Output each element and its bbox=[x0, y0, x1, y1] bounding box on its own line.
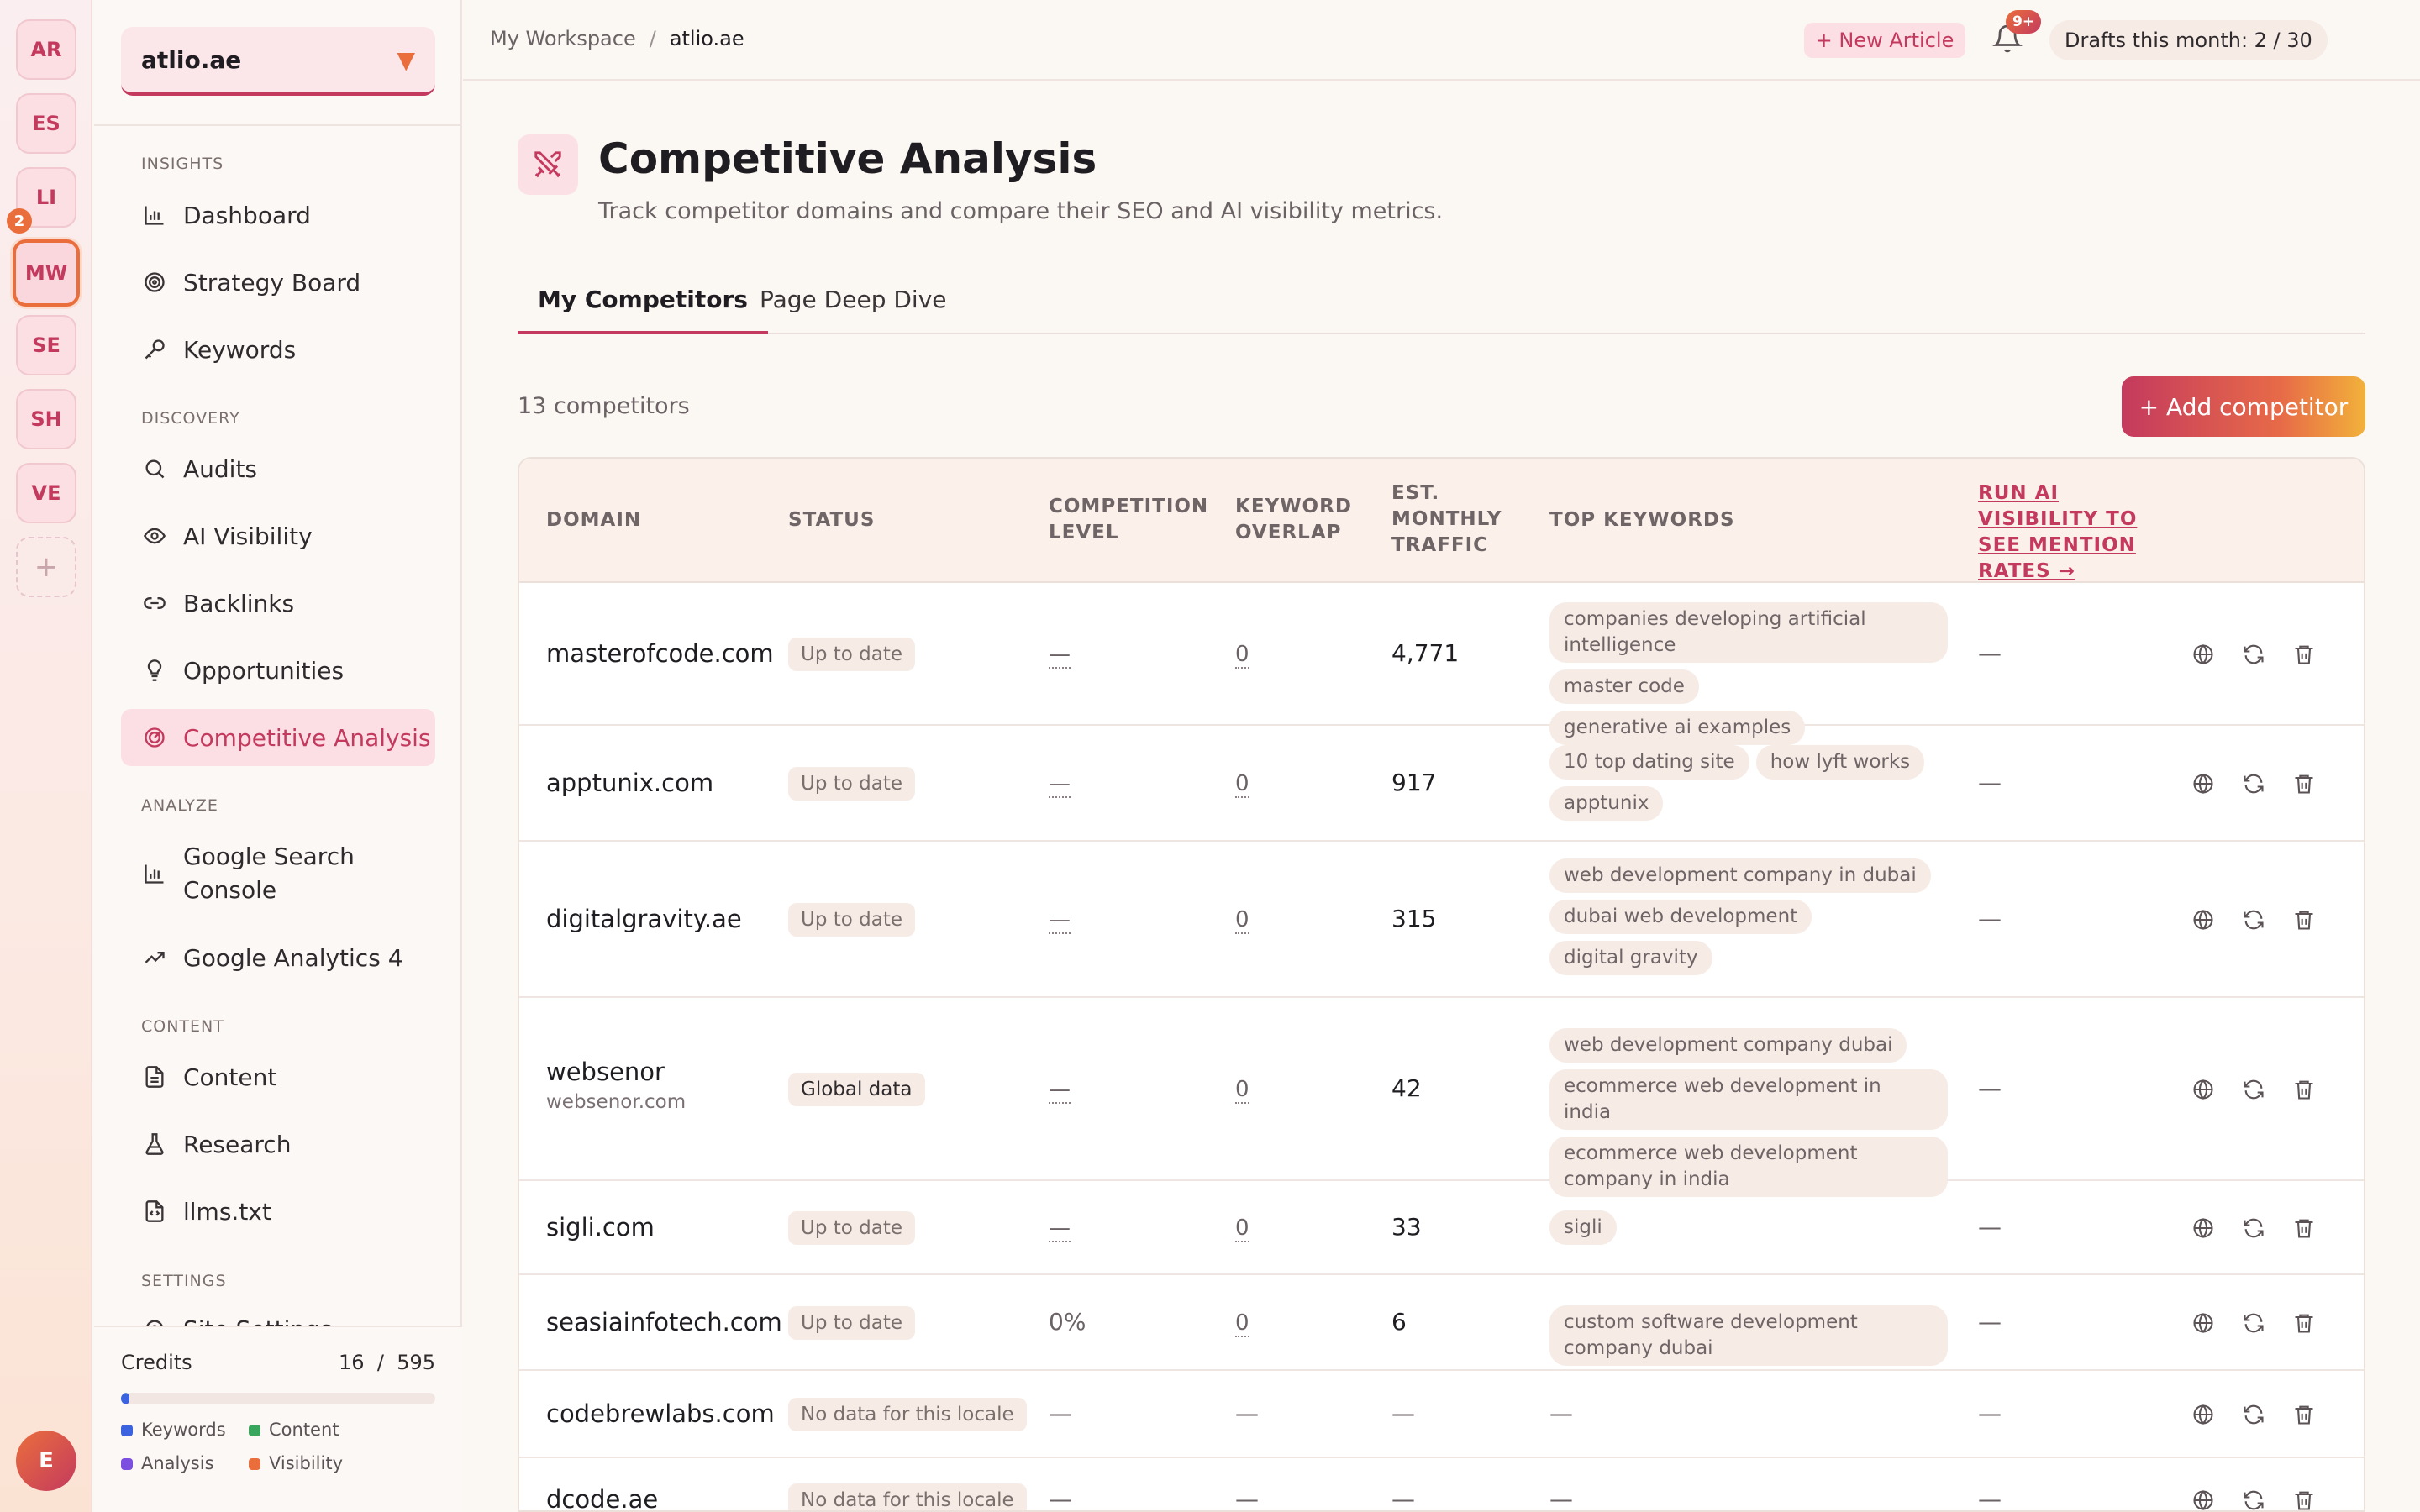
competition-level-cell: — bbox=[1049, 1215, 1071, 1241]
ai-mention-rate-cell: — bbox=[1978, 1485, 2002, 1512]
tab-page-deep-dive[interactable]: Page Deep Dive bbox=[760, 286, 947, 313]
keyword-chip: ecommerce web development company in india bbox=[1549, 1137, 1948, 1197]
sidebar-item-strategy-board[interactable] bbox=[121, 254, 435, 311]
ai-mention-rate-cell: — bbox=[1978, 1308, 2002, 1336]
keyword-overlap-cell: — bbox=[1235, 1399, 1259, 1427]
ai-mention-rate-cell: — bbox=[1978, 1074, 2002, 1102]
status-badge: No data for this locale bbox=[788, 1483, 1027, 1512]
sidebar-item-label: Dashboard bbox=[183, 201, 311, 229]
flask-icon bbox=[141, 1131, 168, 1158]
competition-level-cell: — bbox=[1049, 771, 1071, 796]
nav-section-settings: SETTINGS bbox=[141, 1272, 227, 1290]
traffic-cell: — bbox=[1392, 1399, 1415, 1427]
table-row[interactable] bbox=[519, 1181, 2365, 1275]
domain-cell[interactable]: codebrewlabs.com bbox=[546, 1399, 775, 1428]
trash-icon[interactable] bbox=[2292, 1488, 2316, 1512]
trash-icon[interactable] bbox=[2292, 772, 2316, 795]
trash-icon[interactable] bbox=[2292, 1216, 2316, 1240]
globe-icon[interactable] bbox=[2191, 1311, 2215, 1335]
keyword-overlap-cell[interactable]: 0 bbox=[1235, 771, 1249, 796]
keyword-chip: custom software development company dubai bbox=[1549, 1305, 1948, 1366]
sidebar-item-research[interactable] bbox=[121, 1116, 435, 1173]
refresh-icon[interactable] bbox=[2242, 1078, 2265, 1101]
sidebar-item-google-analytics-4[interactable] bbox=[121, 929, 435, 986]
competitors-table bbox=[518, 457, 2365, 1512]
workspace-notification-badge: 2 bbox=[7, 208, 32, 234]
domain-cell[interactable]: apptunix.com bbox=[546, 769, 714, 797]
table-row[interactable] bbox=[519, 1275, 2365, 1371]
refresh-icon[interactable] bbox=[2242, 908, 2265, 932]
credits-panel bbox=[94, 1326, 462, 1512]
bar-chart-icon bbox=[141, 202, 168, 228]
sidebar-item-opportunities[interactable] bbox=[121, 642, 435, 699]
nav-section-content: CONTENT bbox=[141, 1017, 224, 1036]
refresh-icon[interactable] bbox=[2242, 1403, 2265, 1426]
top-keywords-cell bbox=[1549, 858, 1948, 975]
crossed-swords-icon bbox=[518, 134, 578, 195]
competition-level-cell: — bbox=[1049, 1077, 1071, 1102]
keyword-overlap-cell: — bbox=[1235, 1485, 1259, 1512]
notification-badge: 9+ bbox=[2006, 10, 2041, 34]
top-keywords-cell bbox=[1549, 1305, 1948, 1366]
eye-icon bbox=[141, 522, 168, 549]
workspace-li[interactable]: LI bbox=[16, 167, 76, 228]
run-ai-visibility-link[interactable]: RUN AI VISIBILITY TO SEE MENTION RATES → bbox=[1978, 482, 2138, 582]
workspace-se[interactable]: SE bbox=[16, 315, 76, 375]
sidebar-item-label: Strategy Board bbox=[183, 268, 361, 297]
header-domain[interactable]: DOMAIN bbox=[546, 509, 642, 531]
competitor-count: 13 competitors bbox=[518, 393, 690, 419]
top-keywords-cell bbox=[1549, 602, 1948, 745]
site-selector-value: atlio.ae bbox=[141, 45, 242, 74]
sidebar-item-content[interactable] bbox=[121, 1048, 435, 1105]
row-actions bbox=[2191, 1216, 2316, 1240]
workspace-ar[interactable]: AR bbox=[16, 19, 76, 80]
legend-content: Content bbox=[249, 1420, 383, 1440]
top-keywords-cell: — bbox=[1549, 1399, 1573, 1427]
table-row[interactable] bbox=[519, 842, 2365, 998]
status-badge: Up to date bbox=[788, 767, 915, 801]
sidebar-item-google-search-console[interactable] bbox=[121, 838, 435, 909]
globe-icon[interactable] bbox=[2191, 1216, 2215, 1240]
sidebar-item-label: Keywords bbox=[183, 335, 297, 364]
sidebar-item-label: AI Visibility bbox=[183, 522, 313, 550]
target-icon bbox=[141, 269, 168, 296]
keyword-overlap-cell[interactable]: 0 bbox=[1235, 1077, 1249, 1102]
add-workspace-button[interactable]: + bbox=[16, 537, 76, 597]
file-code-icon bbox=[141, 1198, 168, 1225]
breadcrumb: My Workspace / atlio.ae bbox=[490, 27, 744, 50]
domain-cell[interactable]: dcode.ae bbox=[546, 1485, 659, 1512]
status-badge: Up to date bbox=[788, 1211, 915, 1245]
credits-progress-bar bbox=[121, 1393, 435, 1404]
refresh-icon[interactable] bbox=[2242, 1488, 2265, 1512]
domain-cell[interactable]: sigli.com bbox=[546, 1213, 655, 1242]
sidebar-item-label: Backlinks bbox=[183, 589, 295, 617]
row-actions bbox=[2191, 1078, 2316, 1101]
ai-mention-rate-cell: — bbox=[1978, 1213, 2002, 1241]
globe-icon[interactable] bbox=[2191, 1488, 2215, 1512]
sidebar-item-label: Audits bbox=[183, 454, 258, 483]
bar-chart-icon bbox=[141, 860, 168, 887]
table-row[interactable] bbox=[519, 998, 2365, 1190]
table-header bbox=[519, 459, 2365, 583]
sidebar-item-ai-visibility[interactable] bbox=[121, 507, 435, 564]
add-competitor-button[interactable]: + Add competitor bbox=[2122, 376, 2365, 437]
page-title: Competitive Analysis bbox=[598, 134, 1097, 183]
top-bar bbox=[463, 0, 2420, 81]
trash-icon[interactable] bbox=[2292, 1078, 2316, 1101]
nav-section-discovery: DISCOVERY bbox=[141, 409, 240, 428]
sidebar-item-label: Opportunities bbox=[183, 656, 345, 685]
keyword-chip: companies developing artificial intelligence bbox=[1549, 602, 1948, 663]
refresh-icon[interactable] bbox=[2242, 643, 2265, 666]
competition-level-cell: — bbox=[1049, 1485, 1072, 1512]
status-badge: No data for this locale bbox=[788, 1398, 1027, 1431]
ai-mention-rate-cell: — bbox=[1978, 1399, 2002, 1427]
ai-mention-rate-cell: — bbox=[1978, 639, 2002, 667]
traffic-cell: 315 bbox=[1392, 905, 1437, 932]
sidebar-item-label: Google Analytics 4 bbox=[183, 943, 403, 972]
sidebar-item-label: Competitive Analysis bbox=[183, 723, 431, 752]
legend-visibility: Visibility bbox=[249, 1453, 383, 1473]
page-subtitle: Track competitor domains and compare their SEO and AI visibility metrics. bbox=[598, 198, 1444, 224]
header-keyword-overlap[interactable]: KEYWORD OVERLAP bbox=[1235, 496, 1352, 543]
row-actions bbox=[2191, 1488, 2316, 1512]
globe-icon[interactable] bbox=[2191, 643, 2215, 666]
header-competition-level[interactable]: COMPETITION LEVEL bbox=[1049, 496, 1209, 543]
keyword-chip: dubai web development bbox=[1549, 900, 1812, 934]
credits-label: Credits bbox=[121, 1351, 192, 1374]
traffic-cell: 6 bbox=[1392, 1308, 1407, 1336]
traffic-cell: 33 bbox=[1392, 1213, 1422, 1241]
row-actions bbox=[2191, 908, 2316, 932]
keyword-overlap-cell[interactable]: 0 bbox=[1235, 1215, 1249, 1241]
table-row[interactable] bbox=[519, 1458, 2365, 1512]
traffic-cell: 4,771 bbox=[1392, 639, 1460, 667]
lightbulb-icon bbox=[141, 657, 168, 684]
workspace-ve[interactable]: VE bbox=[16, 463, 76, 523]
keyword-chip: digital gravity bbox=[1549, 941, 1712, 975]
sidebar-item-label: Google Search Console bbox=[183, 843, 355, 904]
site-selector[interactable] bbox=[121, 27, 435, 96]
top-keywords-cell bbox=[1549, 745, 1948, 821]
header-est-monthly-traffic[interactable]: EST. MONTHLY TRAFFIC bbox=[1392, 482, 1502, 556]
globe-icon[interactable] bbox=[2191, 908, 2215, 932]
credits-count: 16 / 595 bbox=[339, 1351, 435, 1374]
keyword-overlap-cell[interactable]: 0 bbox=[1235, 642, 1249, 667]
workspace-sh[interactable]: SH bbox=[16, 389, 76, 449]
sidebar-item-label: Content bbox=[183, 1063, 277, 1091]
keyword-chip: sigli bbox=[1549, 1210, 1617, 1245]
tab-my-competitors[interactable]: My Competitors bbox=[518, 286, 768, 334]
globe-icon[interactable] bbox=[2191, 772, 2215, 795]
sidebar-item-llms-txt[interactable] bbox=[121, 1183, 435, 1240]
trash-icon[interactable] bbox=[2292, 643, 2316, 666]
globe-icon[interactable] bbox=[2191, 1078, 2215, 1101]
sidebar-item-competitive-analysis[interactable] bbox=[121, 709, 435, 766]
breadcrumb-current: atlio.ae bbox=[669, 27, 744, 50]
workspace-mw[interactable]: MW bbox=[13, 239, 80, 307]
ai-mention-rate-cell: — bbox=[1978, 769, 2002, 796]
sidebar bbox=[94, 0, 462, 1512]
key-icon bbox=[141, 336, 168, 363]
breadcrumb-workspace[interactable]: My Workspace bbox=[490, 27, 636, 50]
top-keywords-cell bbox=[1549, 1210, 1948, 1245]
row-actions bbox=[2191, 1403, 2316, 1426]
traffic-cell: 917 bbox=[1392, 769, 1437, 796]
radar-icon bbox=[141, 724, 168, 751]
credits-progress-fill bbox=[121, 1393, 129, 1404]
refresh-icon[interactable] bbox=[2242, 1216, 2265, 1240]
sidebar-item-audits[interactable] bbox=[121, 440, 435, 497]
sidebar-item-label: llms.txt bbox=[183, 1197, 271, 1226]
link-icon bbox=[141, 590, 168, 617]
legend-keywords: Keywords bbox=[121, 1420, 249, 1440]
table-row[interactable] bbox=[519, 726, 2365, 842]
row-actions bbox=[2191, 772, 2316, 795]
keyword-chip: 10 top dating site bbox=[1549, 745, 1749, 780]
status-badge: Up to date bbox=[788, 1306, 915, 1340]
domain-cell[interactable]: masterofcode.com bbox=[546, 639, 774, 668]
sidebar-item-dashboard[interactable] bbox=[121, 186, 435, 244]
sidebar-item-backlinks[interactable] bbox=[121, 575, 435, 632]
keyword-chip: generative ai examples bbox=[1549, 711, 1805, 745]
status-badge: Up to date bbox=[788, 638, 915, 671]
workspace-rail bbox=[0, 0, 92, 1512]
traffic-cell: 42 bbox=[1392, 1074, 1422, 1102]
sidebar-divider bbox=[94, 124, 462, 126]
legend-analysis: Analysis bbox=[121, 1453, 249, 1473]
chevron-down-icon: ▼ bbox=[397, 45, 415, 74]
keyword-chip: web development company dubai bbox=[1549, 1028, 1907, 1063]
globe-icon[interactable] bbox=[2191, 1403, 2215, 1426]
trash-icon[interactable] bbox=[2292, 908, 2316, 932]
nav-section-analyze: ANALYZE bbox=[141, 796, 218, 815]
competition-level-cell: — bbox=[1049, 642, 1071, 667]
top-keywords-cell: — bbox=[1549, 1485, 1573, 1512]
keyword-overlap-cell[interactable]: 0 bbox=[1235, 1310, 1249, 1336]
workspace-es[interactable]: ES bbox=[16, 93, 76, 154]
document-icon bbox=[141, 1063, 168, 1090]
status-badge: Global data bbox=[788, 1073, 925, 1106]
status-badge: Up to date bbox=[788, 903, 915, 937]
competition-level-cell: — bbox=[1049, 907, 1071, 932]
competition-level-cell: — bbox=[1049, 1399, 1072, 1427]
keyword-chip: web development company in dubai bbox=[1549, 858, 1931, 893]
row-actions bbox=[2191, 1311, 2316, 1335]
search-icon bbox=[141, 455, 168, 482]
refresh-icon[interactable] bbox=[2242, 772, 2265, 795]
ai-mention-rate-cell: — bbox=[1978, 905, 2002, 932]
refresh-icon[interactable] bbox=[2242, 1311, 2265, 1335]
sidebar-item-label: Research bbox=[183, 1130, 292, 1158]
competition-level-cell: 0% bbox=[1049, 1308, 1086, 1336]
table-row[interactable] bbox=[519, 583, 2365, 738]
header-top-keywords: TOP KEYWORDS bbox=[1549, 509, 1735, 531]
drafts-counter: Drafts this month: 2 / 30 bbox=[2049, 20, 2328, 60]
keyword-chip: apptunix bbox=[1549, 786, 1663, 821]
domain-cell[interactable]: digitalgravity.ae bbox=[546, 905, 742, 933]
traffic-cell: — bbox=[1392, 1485, 1415, 1512]
user-avatar[interactable]: E bbox=[16, 1431, 76, 1491]
new-article-button[interactable]: + New Article bbox=[1804, 23, 1965, 58]
credits-legend bbox=[121, 1420, 435, 1473]
keyword-overlap-cell[interactable]: 0 bbox=[1235, 907, 1249, 932]
sidebar-item-keywords[interactable] bbox=[121, 321, 435, 378]
keyword-chip: master code bbox=[1549, 669, 1699, 704]
keyword-chip: ecommerce web development in india bbox=[1549, 1069, 1948, 1130]
row-actions bbox=[2191, 643, 2316, 666]
trash-icon[interactable] bbox=[2292, 1403, 2316, 1426]
top-keywords-cell bbox=[1549, 1028, 1948, 1197]
header-status[interactable]: STATUS bbox=[788, 509, 876, 531]
trending-up-icon bbox=[141, 944, 168, 971]
trash-icon[interactable] bbox=[2292, 1311, 2316, 1335]
domain-cell[interactable]: seasiainfotech.com bbox=[546, 1308, 782, 1336]
keyword-chip: how lyft works bbox=[1756, 745, 1924, 780]
domain-cell[interactable]: websenor websenor.com bbox=[546, 1058, 687, 1113]
tab-bar bbox=[518, 274, 2365, 334]
table-row[interactable] bbox=[519, 1371, 2365, 1458]
nav-section-insights: INSIGHTS bbox=[141, 155, 224, 173]
